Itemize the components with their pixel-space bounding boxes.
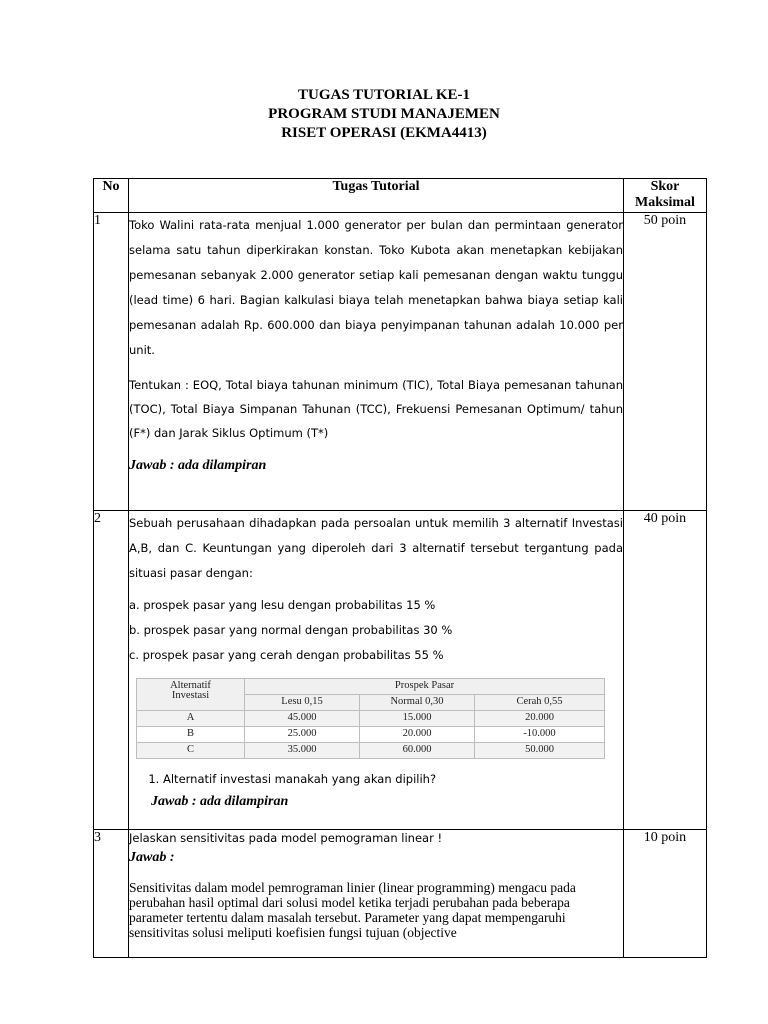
inv-cell: 35.000 (245, 743, 360, 759)
inv-cell: A (137, 711, 245, 727)
document-title-block (0, 86, 768, 143)
table-row (94, 830, 707, 958)
investment-table (136, 678, 605, 759)
row-number: 2 (94, 511, 129, 830)
title-line-3: RISET OPERASI (EKMA4413) (281, 125, 487, 141)
inv-header-alternative-line-2: Investasi (171, 690, 210, 701)
inv-header-normal: Normal 0,30 (360, 695, 475, 711)
score-cell: 50 poin (624, 213, 707, 511)
task-3-answer-body: Sensitivitas dalam model pemrograman linier (linear programming) mengacu pada perubahan hasil optimal dari solusi model ketika terjadi perubahan pada beberapa parameter tertentu dalam masalah tersebut. Parameter yang dapat mempengaruhi sensitivitas solusi meliputi koefisien fungsi tujuan (objective (129, 880, 576, 940)
inv-cell: 15.000 (360, 711, 475, 727)
task-1-description: Toko Walini rata-rata menjual 1.000 generator per bulan dan permintaan generator selama satu tahun diperkirakan konstan. Toko Kubota akan menetapkan kebijakan pemesanan sebanyak 2.000 generator setiap kali pemesanan dengan waktu tunggu (lead time) 6 hari. Bagian kalkulasi biaya telah menetapkan bahwa biaya setiap kali pemesanan adalah Rp. 600.000 dan biaya penyimpanan tahunan adalah 10.000 per unit. (129, 218, 623, 357)
task-3-question: Jelaskan sensitivitas pada model pemograman linear ! (129, 831, 443, 845)
option-b: b. prospek pasar yang normal dengan probabilitas 30 % (129, 623, 453, 637)
score-cell: 40 poin (624, 511, 707, 830)
header-score-line-1: Skor (650, 179, 680, 194)
inv-cell: 45.000 (245, 711, 360, 727)
inv-row-c (137, 743, 605, 759)
inv-header-cerah: Cerah 0,55 (475, 695, 605, 711)
table-row (94, 213, 707, 511)
inv-row-b (137, 727, 605, 743)
option-a: a. prospek pasar yang lesu dengan probabilitas 15 % (129, 598, 436, 612)
row-number: 1 (94, 213, 129, 511)
option-c: c. prospek pasar yang cerah dengan probabilitas 55 % (129, 648, 444, 662)
task-1-answer: Jawab : ada dilampiran (129, 458, 267, 473)
task-cell (129, 830, 624, 958)
task-1-instruction: Tentukan : EOQ, Total biaya tahunan minimum (TIC), Total Biaya pemesanan tahunan (TOC), Total Biaya Simpanan Tahunan (TCC), Frekuensi Pemesanan Optimum/ tahun (F*) dan Jarak Siklus Optimum (T*) (129, 378, 623, 440)
inv-cell: C (137, 743, 245, 759)
inv-row-a (137, 711, 605, 727)
task-3-answer-label: Jawab : (129, 850, 175, 865)
inv-cell: 25.000 (245, 727, 360, 743)
title-line-1: TUGAS TUTORIAL KE-1 (298, 87, 470, 103)
task-cell (129, 511, 624, 830)
inv-cell: 60.000 (360, 743, 475, 759)
header-no: No (94, 179, 129, 213)
score-cell: 10 poin (624, 830, 707, 958)
inv-header-alternative (137, 679, 245, 711)
inv-cell: 50.000 (475, 743, 605, 759)
header-score (624, 179, 707, 213)
task-2-answer: Jawab : ada dilampiran (151, 794, 289, 809)
inv-cell: -10.000 (475, 727, 605, 743)
task-2-description: Sebuah perusahaan dihadapkan pada persoalan untuk memilih 3 alternatif Investasi A,B, dan C. Keuntungan yang diperoleh dari 3 alternatif tersebut tergantung pada situasi pasar dengan: (129, 516, 623, 580)
title-line-2: PROGRAM STUDI MANAJEMEN (268, 106, 500, 122)
table-header-row (94, 179, 707, 213)
task-2-question: 1. Alternatif investasi manakah yang akan dipilih? (163, 769, 623, 789)
inv-cell: 20.000 (360, 727, 475, 743)
header-task: Tugas Tutorial (129, 179, 624, 213)
investment-table-image (136, 678, 604, 759)
inv-header-lesu: Lesu 0,15 (245, 695, 360, 711)
row-number: 3 (94, 830, 129, 958)
inv-header-prospek: Prospek Pasar (245, 679, 605, 695)
header-score-line-2: Maksimal (635, 195, 695, 210)
table-row (94, 511, 707, 830)
inv-cell: 20.000 (475, 711, 605, 727)
task-2-question-list (129, 769, 623, 789)
inv-cell: B (137, 727, 245, 743)
task-cell (129, 213, 624, 511)
inv-header-alternative-line-1: Alternatif (170, 680, 211, 691)
tutorial-table (93, 178, 707, 958)
